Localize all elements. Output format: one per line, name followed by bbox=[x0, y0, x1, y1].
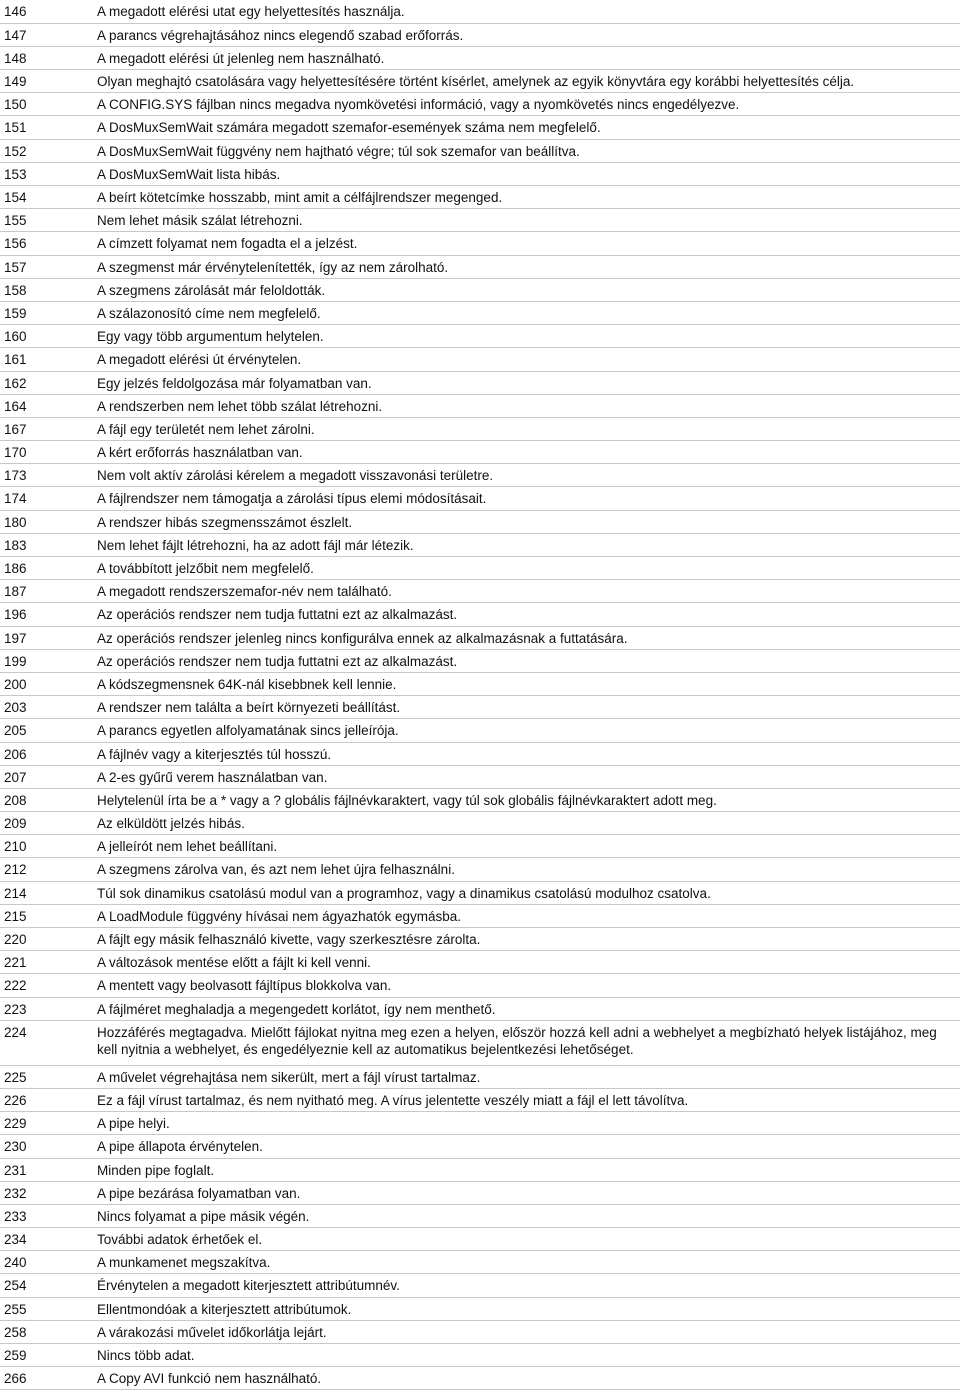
error-code: 173 bbox=[0, 464, 93, 487]
table-row bbox=[0, 1297, 960, 1320]
table-row bbox=[0, 835, 960, 858]
error-code: 155 bbox=[0, 209, 93, 232]
table-row bbox=[0, 23, 960, 46]
table-row bbox=[0, 464, 960, 487]
table-row bbox=[0, 162, 960, 185]
error-code: 255 bbox=[0, 1297, 93, 1320]
error-message: A LoadModule függvény hívásai nem ágyazhatók egymásba. bbox=[93, 904, 960, 927]
table-row bbox=[0, 1344, 960, 1367]
error-message: A megadott elérési utat egy helyettesítés használja. bbox=[93, 0, 960, 23]
error-code: 232 bbox=[0, 1181, 93, 1204]
error-message: A parancs végrehajtásához nincs elegendő szabad erőforrás. bbox=[93, 23, 960, 46]
error-code: 222 bbox=[0, 974, 93, 997]
error-code: 156 bbox=[0, 232, 93, 255]
error-code: 221 bbox=[0, 951, 93, 974]
table-row bbox=[0, 139, 960, 162]
table-row bbox=[0, 46, 960, 69]
table-row bbox=[0, 441, 960, 464]
error-code: 258 bbox=[0, 1320, 93, 1343]
error-message: A pipe bezárása folyamatban van. bbox=[93, 1181, 960, 1204]
error-message: A szálazonosító címe nem megfelelő. bbox=[93, 301, 960, 324]
error-message: Helytelenül írta be a * vagy a ? globális fájlnévkaraktert, vagy túl sok globális fájlnévkaraktert adott meg. bbox=[93, 788, 960, 811]
table-row bbox=[0, 93, 960, 116]
table-row bbox=[0, 696, 960, 719]
error-code: 183 bbox=[0, 533, 93, 556]
table-row bbox=[0, 209, 960, 232]
table-row bbox=[0, 580, 960, 603]
error-message: A rendszerben nem lehet több szálat létrehozni. bbox=[93, 394, 960, 417]
error-code: 150 bbox=[0, 93, 93, 116]
table-row bbox=[0, 1020, 960, 1065]
error-code: 205 bbox=[0, 719, 93, 742]
error-code: 207 bbox=[0, 765, 93, 788]
error-message: A beírt kötetcímke hosszabb, mint amit a célfájlrendszer megenged. bbox=[93, 186, 960, 209]
error-message: A 2-es gyűrű verem használatban van. bbox=[93, 765, 960, 788]
error-code: 149 bbox=[0, 70, 93, 93]
error-message: A fájlméret meghaladja a megengedett korlátot, így nem menthető. bbox=[93, 997, 960, 1020]
error-message: Az operációs rendszer nem tudja futtatni ezt az alkalmazást. bbox=[93, 649, 960, 672]
table-row bbox=[0, 232, 960, 255]
error-code: 196 bbox=[0, 603, 93, 626]
table-row bbox=[0, 951, 960, 974]
table-row bbox=[0, 557, 960, 580]
error-code: 266 bbox=[0, 1367, 93, 1390]
error-message: Egy jelzés feldolgozása már folyamatban van. bbox=[93, 371, 960, 394]
error-code: 186 bbox=[0, 557, 93, 580]
error-message: A szegmenst már érvénytelenítették, így az nem zárolható. bbox=[93, 255, 960, 278]
table-row bbox=[0, 417, 960, 440]
error-code: 231 bbox=[0, 1158, 93, 1181]
error-message: A megadott elérési út érvénytelen. bbox=[93, 348, 960, 371]
error-message: A DosMuxSemWait függvény nem hajtható végre; túl sok szemafor van beállítva. bbox=[93, 139, 960, 162]
error-message: A címzett folyamat nem fogadta el a jelzést. bbox=[93, 232, 960, 255]
error-code: 148 bbox=[0, 46, 93, 69]
error-code: 259 bbox=[0, 1344, 93, 1367]
table-row bbox=[0, 626, 960, 649]
error-message: Az elküldött jelzés hibás. bbox=[93, 812, 960, 835]
error-message: A mentett vagy beolvasott fájltípus blokkolva van. bbox=[93, 974, 960, 997]
table-row bbox=[0, 788, 960, 811]
error-code: 230 bbox=[0, 1135, 93, 1158]
table-row bbox=[0, 510, 960, 533]
error-code: 180 bbox=[0, 510, 93, 533]
error-code: 153 bbox=[0, 162, 93, 185]
error-message: A szegmens zárolását már feloldották. bbox=[93, 278, 960, 301]
error-code: 240 bbox=[0, 1251, 93, 1274]
error-message: A munkamenet megszakítva. bbox=[93, 1251, 960, 1274]
table-row bbox=[0, 858, 960, 881]
error-code: 224 bbox=[0, 1020, 93, 1065]
table-row bbox=[0, 1088, 960, 1111]
error-code: 208 bbox=[0, 788, 93, 811]
table-row bbox=[0, 603, 960, 626]
table-row bbox=[0, 116, 960, 139]
error-code: 223 bbox=[0, 997, 93, 1020]
table-row bbox=[0, 70, 960, 93]
table-row bbox=[0, 672, 960, 695]
error-code: 160 bbox=[0, 325, 93, 348]
table-row bbox=[0, 928, 960, 951]
table-row bbox=[0, 1135, 960, 1158]
table-row bbox=[0, 1228, 960, 1251]
error-code: 220 bbox=[0, 928, 93, 951]
table-row bbox=[0, 997, 960, 1020]
error-message: A várakozási művelet időkorlátja lejárt. bbox=[93, 1320, 960, 1343]
error-code: 170 bbox=[0, 441, 93, 464]
error-message: Nincs folyamat a pipe másik végén. bbox=[93, 1204, 960, 1227]
table-row bbox=[0, 487, 960, 510]
error-code: 187 bbox=[0, 580, 93, 603]
table-row bbox=[0, 301, 960, 324]
table-row bbox=[0, 1204, 960, 1227]
table-row bbox=[0, 1367, 960, 1390]
table-row bbox=[0, 533, 960, 556]
table-row bbox=[0, 649, 960, 672]
table-row bbox=[0, 1158, 960, 1181]
error-message: Nincs több adat. bbox=[93, 1344, 960, 1367]
error-message: A DosMuxSemWait lista hibás. bbox=[93, 162, 960, 185]
error-message: Az operációs rendszer jelenleg nincs konfigurálva ennek az alkalmazásnak a futtatására. bbox=[93, 626, 960, 649]
error-message: A szegmens zárolva van, és azt nem lehet újra felhasználni. bbox=[93, 858, 960, 881]
table-row bbox=[0, 719, 960, 742]
error-message: A művelet végrehajtása nem sikerült, mert a fájl vírust tartalmaz. bbox=[93, 1065, 960, 1088]
table-row bbox=[0, 186, 960, 209]
error-message: Minden pipe foglalt. bbox=[93, 1158, 960, 1181]
table-row bbox=[0, 1181, 960, 1204]
error-code: 212 bbox=[0, 858, 93, 881]
table-row bbox=[0, 255, 960, 278]
error-message: További adatok érhetőek el. bbox=[93, 1228, 960, 1251]
error-message: Hozzáférés megtagadva. Mielőtt fájlokat nyitna meg ezen a helyen, először hozzá kell adni a webhelyet a megbízható helyek listájához, meg kell nyitnia a webhelyet, és engedélyeznie kell az automatikus bejelentkezési lehetőséget. bbox=[93, 1020, 960, 1065]
table-row bbox=[0, 371, 960, 394]
error-code: 214 bbox=[0, 881, 93, 904]
error-code: 225 bbox=[0, 1065, 93, 1088]
error-code: 174 bbox=[0, 487, 93, 510]
error-message: A DosMuxSemWait számára megadott szemafor-események száma nem megfelelő. bbox=[93, 116, 960, 139]
error-message: Nem volt aktív zárolási kérelem a megadott visszavonási területre. bbox=[93, 464, 960, 487]
error-code: 162 bbox=[0, 371, 93, 394]
table-row bbox=[0, 1274, 960, 1297]
error-code: 226 bbox=[0, 1088, 93, 1111]
table-row bbox=[0, 742, 960, 765]
table-row bbox=[0, 974, 960, 997]
error-message: A megadott elérési út jelenleg nem használható. bbox=[93, 46, 960, 69]
error-message: A rendszer hibás szegmensszámot észlelt. bbox=[93, 510, 960, 533]
error-code: 254 bbox=[0, 1274, 93, 1297]
error-code: 206 bbox=[0, 742, 93, 765]
error-code: 151 bbox=[0, 116, 93, 139]
table-row bbox=[0, 904, 960, 927]
error-message: A rendszer nem találta a beírt környezeti beállítást. bbox=[93, 696, 960, 719]
error-code: 210 bbox=[0, 835, 93, 858]
table-row bbox=[0, 1320, 960, 1343]
error-code: 197 bbox=[0, 626, 93, 649]
table-row bbox=[0, 348, 960, 371]
table-row bbox=[0, 325, 960, 348]
error-message: A megadott rendszerszemafor-név nem található. bbox=[93, 580, 960, 603]
error-message: Olyan meghajtó csatolására vagy helyettesítésére történt kísérlet, amelynek az egyik könyvtára egy korábbi helyettesítés célja. bbox=[93, 70, 960, 93]
error-message: A jelleírót nem lehet beállítani. bbox=[93, 835, 960, 858]
table-row bbox=[0, 394, 960, 417]
error-message: A Copy AVI funkció nem használható. bbox=[93, 1367, 960, 1390]
error-message: A kért erőforrás használatban van. bbox=[93, 441, 960, 464]
error-message: Nem lehet másik szálat létrehozni. bbox=[93, 209, 960, 232]
error-code: 157 bbox=[0, 255, 93, 278]
error-message: Túl sok dinamikus csatolású modul van a programhoz, vagy a dinamikus csatolású modulhoz csatolva. bbox=[93, 881, 960, 904]
error-code: 215 bbox=[0, 904, 93, 927]
error-message: Ellentmondóak a kiterjesztett attribútumok. bbox=[93, 1297, 960, 1320]
error-message: A változások mentése előtt a fájlt ki kell venni. bbox=[93, 951, 960, 974]
error-code: 229 bbox=[0, 1112, 93, 1135]
error-message: A parancs egyetlen alfolyamatának sincs jelleírója. bbox=[93, 719, 960, 742]
table-row bbox=[0, 1065, 960, 1088]
table-row bbox=[0, 1251, 960, 1274]
error-code: 154 bbox=[0, 186, 93, 209]
error-code: 234 bbox=[0, 1228, 93, 1251]
table-row bbox=[0, 278, 960, 301]
error-message: A pipe helyi. bbox=[93, 1112, 960, 1135]
error-code: 158 bbox=[0, 278, 93, 301]
error-message: Ez a fájl vírust tartalmaz, és nem nyitható meg. A vírus jelentette veszély miatt a fájl el lett távolítva. bbox=[93, 1088, 960, 1111]
error-message: A CONFIG.SYS fájlban nincs megadva nyomkövetési információ, vagy a nyomkövetés nincs engedélyezve. bbox=[93, 93, 960, 116]
error-message: A fájlt egy másik felhasználó kivette, vagy szerkesztésre zárolta. bbox=[93, 928, 960, 951]
error-message: A kódszegmensnek 64K-nál kisebbnek kell lennie. bbox=[93, 672, 960, 695]
error-code: 147 bbox=[0, 23, 93, 46]
error-code: 203 bbox=[0, 696, 93, 719]
error-code: 161 bbox=[0, 348, 93, 371]
table-row bbox=[0, 0, 960, 23]
error-message: A fájlnév vagy a kiterjesztés túl hosszú. bbox=[93, 742, 960, 765]
error-message: A továbbított jelzőbit nem megfelelő. bbox=[93, 557, 960, 580]
error-message: Érvénytelen a megadott kiterjesztett attribútumnév. bbox=[93, 1274, 960, 1297]
error-code: 167 bbox=[0, 417, 93, 440]
error-code: 209 bbox=[0, 812, 93, 835]
error-message: A fájl egy területét nem lehet zárolni. bbox=[93, 417, 960, 440]
table-row bbox=[0, 812, 960, 835]
error-code: 200 bbox=[0, 672, 93, 695]
error-code: 152 bbox=[0, 139, 93, 162]
error-message: A fájlrendszer nem támogatja a zárolási típus elemi módosításait. bbox=[93, 487, 960, 510]
error-code: 164 bbox=[0, 394, 93, 417]
error-code: 199 bbox=[0, 649, 93, 672]
error-message: Egy vagy több argumentum helytelen. bbox=[93, 325, 960, 348]
table-row bbox=[0, 881, 960, 904]
error-code: 159 bbox=[0, 301, 93, 324]
table-row bbox=[0, 765, 960, 788]
error-code: 146 bbox=[0, 0, 93, 23]
error-message: Az operációs rendszer nem tudja futtatni ezt az alkalmazást. bbox=[93, 603, 960, 626]
error-message: A pipe állapota érvénytelen. bbox=[93, 1135, 960, 1158]
table-row bbox=[0, 1112, 960, 1135]
error-message: Nem lehet fájlt létrehozni, ha az adott fájl már létezik. bbox=[93, 533, 960, 556]
error-code: 233 bbox=[0, 1204, 93, 1227]
